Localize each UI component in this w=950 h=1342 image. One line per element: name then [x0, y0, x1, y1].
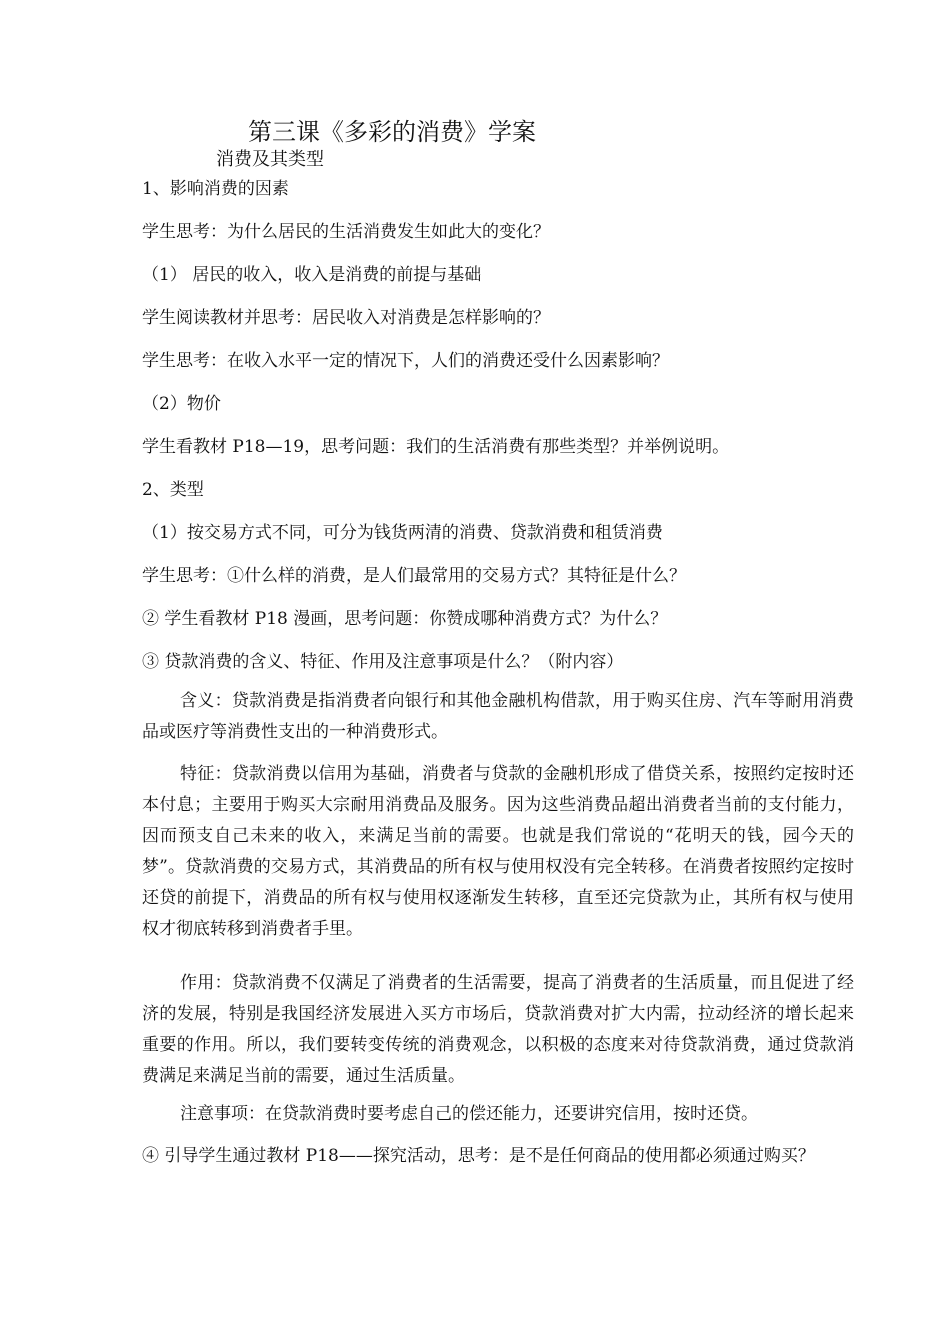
question-line: ② 学生看教材 P18 漫画，思考问题：你赞成哪种消费方式？为什么？ [142, 609, 668, 629]
question-line: 学生思考：在收入水平一定的情况下，人们的消费还受什么因素影响？ [142, 351, 669, 371]
factor-income: （1） 居民的收入，收入是消费的前提与基础 [142, 265, 482, 285]
question-line: ③ 贷款消费的含义、特征、作用及注意事项是什么？（附内容） [142, 652, 624, 672]
section-heading-factors: 1、影响消费的因素 [142, 179, 289, 199]
type-by-transaction: （1）按交易方式不同，可分为钱货两清的消费、贷款消费和租赁消费 [142, 523, 663, 543]
question-line: 学生看教材 P18—19，思考问题：我们的生活消费有那些类型？并举例说明。 [142, 437, 730, 457]
question-line: 学生思考：为什么居民的生活消费发生如此大的变化？ [142, 222, 550, 242]
question-line: 学生思考：①什么样的消费，是人们最常用的交易方式？其特征是什么？ [142, 566, 686, 586]
paragraph-meaning: 含义：贷款消费是指消费者向银行和其他金融机构借款，用于购买住房、汽车等耐用消费品或医疗等消费性支出的一种消费形式。 [142, 691, 854, 742]
paragraph-function: 作用：贷款消费不仅满足了消费者的生活需要，提高了消费者的生活质量，而且促进了经济的发展，特别是我国经济发展进入买方市场后，贷款消费对扩大内需，拉动经济的增长起来重要的作用。所以，我们要转变传统的消费观念，以积极的态度来对待贷款消费，通过贷款消费满足来满足当前的需要，通过生活质量。 [142, 973, 854, 1086]
section-heading-types: 2、类型 [142, 480, 204, 500]
document-subtitle: 消费及其类型 [216, 149, 324, 170]
paragraph-features: 特征：贷款消费以信用为基础，消费者与贷款的金融机形成了借贷关系，按照约定按时还本付息；主要用于购买大宗耐用消费品及服务。因为这些消费品超出消费者当前的支付能力，因而预支自己未来的收入，来满足当前的需要。也就是我们常说的“花明天的钱，园今天的梦”。贷款消费的交易方式，其消费品的所有权与使用权没有完全转移。在消费者按照约定按时还贷的前提下，消费品的所有权与使用权逐渐发生转移，直至还完贷款为止，其所有权与使用权才彻底转移到消费者手里。 [142, 764, 854, 939]
question-line: 学生阅读教材并思考：居民收入对消费是怎样影响的？ [142, 308, 550, 328]
factor-price: （2）物价 [142, 394, 221, 414]
paragraph-notes: 注意事项：在贷款消费时要考虑自己的偿还能力，还要讲究信用，按时还贷。 [180, 1104, 758, 1124]
document-title: 第三课《多彩的消费》学案 [248, 118, 536, 146]
paragraph-guide: ④ 引导学生通过教材 P18——探究活动，思考：是不是任何商品的使用都必须通过购买？ [142, 1146, 815, 1166]
